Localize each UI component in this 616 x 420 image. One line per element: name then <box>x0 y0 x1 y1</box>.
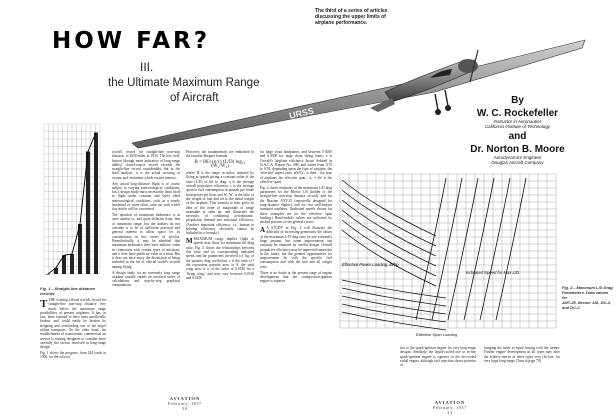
column-3-para-3: MAXIMUM range implies flight at speeds near those for maximum lift-drag ratio. Fig. 2 shows the relationships between this ratio and its corresponding indicated speed, and the parameters involved (cf. fig. of the parasite drag coefficient, c is the ratio of l the equivalent parasite area, to S, the total wing area; it is of the order of 0.0180 for a 'flying wing,' and may vary between 0.0130 and 0.0250 <box>186 237 254 280</box>
figure-2-curve <box>342 190 436 246</box>
column-4-para-2: Fig. 2 shows estimates of the maximum L/D drag parameters for the Bleriot 110 (holder of the straight-line non-stop distance record), and for the Russian ANT-25 (reportedly designed for long-distance flights), and for two well-known transport airplanes. (Indicated speeds shown for these examples are for the 'effective' span loading.) Hand-mobile values are indicated by dashed portions of the general curves. <box>260 185 332 225</box>
column-4-para-3: A STUDY of Fig. 2 will illustrate the difficulty of increasing generously the values of the maximum L/D drag ratio by any extremely large amount, but some improvement can certainly be obtained by careful design. Overall propulsive efficiency may be improved somewhat in the future, but the greatest opportunities for improvement lie with the specific fuel consumption and with the fuel and oil weight ratio. <box>260 226 332 269</box>
figure-2-curve <box>342 180 436 236</box>
figure-2-curve <box>448 178 478 320</box>
column-2 <box>112 150 180 406</box>
figure-1 <box>40 120 102 296</box>
column-2-para-2: Any actual long-distance flight is of course subject to varying meteorological conditions, but a design study must necessarily limit itself to flight under constant and fairly ideal meteorological conditions, such as a steady headwind or, more often, calm air, with which this article will be concerned. <box>112 181 180 212</box>
article-title: HOW FAR? <box>52 28 211 54</box>
column-4-para-1: for large clean landplanes, and between 0.0200 and 0.0300 for large clean flying boats; e is Oswald's 'airplane efficiency factor' defined in N.A.C.A. Report No. 408, and varies from 0.70 to 0.95, depending upon the type of airplane; the 'effective' aspect ratio, e(b/S)... is then... the type of airplane; the effective span... b₁ = eb² is the effective span). <box>260 150 332 185</box>
author2-org: Douglas Aircraft Company <box>491 160 544 165</box>
footer-left <box>155 396 215 411</box>
footer-right-date: February, 1937 <box>433 405 467 410</box>
column-3-para-2: where R is the range in miles, attained by flying at speeds giving a constant value of the ratio (L/D) of lift to drag, η is the average overall propulsive efficiency, c is the average specific fuel consumption in pounds per brake horsepower per hour, and W₁/W₂ is the ratio of the weight of fuel and oil to the initial weight of the airplane. This formula at least gives an idea of the order of magnitude of range attainable in calm air, and illustrates the necessity of combining aerodynamic, propulsion, thermal and structural efficiency. (Another important efficiency, i.e., human or piloting efficiency, obviously cannot be included in a formula.) <box>186 171 254 236</box>
figure-2-curve <box>464 178 494 320</box>
figure-1-caption: Fig. 1—Straight-line distance records <box>40 286 96 296</box>
byline-by: By <box>511 95 524 106</box>
figure-2-label-effective: Effective Power Loading, lb/hp <box>342 262 399 267</box>
footer-right-magazine: AVIATION <box>434 400 466 405</box>
author1-org: California Institute of Technology <box>484 124 551 129</box>
column-3: However, the fundamentals are embodied in the familiar Breguet formula R = 863 (η/c) (L/D) log₁₀ (W₁/W₂) where R is the range in miles, attained by flying at speeds giving a constant value of the ratio (L/D) of lift to drag, η is the average overall propulsive efficiency, c is the average specific fuel consumption in pounds per brake horsepower per hour, and W₁/W₂ is the ratio of the weight of fuel and oil to the initial weight of the airplane. This formula at least gives an idea of the order of magnitude of range attainable in calm air, and illustrates the necessity of combining aerodynamic, propulsion, thermal and structural efficiency. (Another important efficiency, i.e., human or piloting efficiency, obviously cannot be included in a formula.) MMAXIMUM range implies flight at speeds near those for maximum lift-drag ratio. Fig. 2 shows the relationships between this ratio and its corresponding indicated speed, and the parameters involved (cf. fig. of the parasite drag coefficient, c is the ratio of l the equivalent parasite area, to S, the total wing area; it is of the order of 0.0180 for a 'flying wing,' and may vary between 0.0130 and 0.0250 <box>186 150 254 280</box>
column-1: TTHE existing official world's record for straight-line non-stop distance very much below the maximum range possibilities of present airplanes. It has, in fact, been claimed to have been unofficially broken, and could easily be broken by stripping and overloading one of the larger airline transports. On the other hand, the establishment of transoceanic commercial air service is causing designers to consider more carefully the factors involved in long-range design. Fig. 1 shows the progress, from 244 yards in 1906, for the official <box>40 298 106 360</box>
column-2-para-1: world's record for straight-line non-stop distance, to 5658 miles in 1933. The less well-known (though more indicative of long-range ability) closed-course record exceeds the straight-line record considerably, but in the final analysis, it is the actual crossing of oceans and continents which excites interest. <box>112 150 180 180</box>
figure-2-curve <box>342 210 436 266</box>
footer-left-magazine: AVIATION <box>169 396 201 401</box>
footer-left-date: February, 1937 <box>168 401 202 406</box>
series-note-line2: discussing the upper limits of <box>315 14 386 21</box>
author2-role: Aerodynamics Engineer <box>493 155 542 160</box>
column-5-para-1: rior to the spark-ignition engine for very long-range designs. Similarly, the liquid-cooled one or in-line spark-ignition engine is superior to the air-cooled radial engine, although fuel injection shows promise of <box>400 346 476 368</box>
figure-1-bar <box>46 274 50 275</box>
column-6-para-1: bringing the latter to equal footing with the former. Further engine development in all types may alter the relative merits of these types very (In fact, for very large long-range (Turn to page 79) <box>484 346 560 363</box>
author1-name: W. C. Rockefeller <box>476 108 559 119</box>
column-4: for large clean landplanes, and between 0.0200 and 0.0300 for large clean flying boats; e is Oswald's 'airplane efficiency factor' defined in N.A.C.A. Report No. 408, and varies from 0.70 to 0.95, depending upon the type of airplane; the 'effective' aspect ratio, e(b/S)... is then... the type of airplane; the effective span... b₁ = eb² is the effective span). Fig. 2 shows estimates of the maximum L/D drag parameters for the Bleriot 110 (holder of the straight-line non-stop distance record), and for the Russian ANT-25 (reportedly designed for long-distance flights), and for two well-known transport airplanes. (Indicated speeds shown for these examples are for the 'effective' span loading.) Hand-mobile values are indicated by dashed portions of the general curves. A A STUDY of Fig. 2 will illustrate the difficulty of increasing generously the values of the maximum L/D drag ratio by any extremely large amount, but some improvement can certainly be obtained by careful design. Overall propulsive efficiency may be improved somewhat in the future, but the greatest opportunities for improvement lie with the specific fuel consumption and with the fuel and oil weight ratio. There is no doubt at the present stage of engine development that the compression-ignition engine is superior <box>260 150 332 284</box>
figure-1-bar <box>86 152 90 275</box>
footer-right-page: 31 <box>447 410 453 415</box>
figure-2-caption <box>562 285 614 310</box>
figure-2-curve <box>342 220 436 276</box>
figure-2-caption-line2: Parameters. Data values for <box>562 290 609 300</box>
column-2-para-4: A design study for an extremely long range airplane usually entails an involved series of calculations and step-by-step graphical computations. <box>112 270 180 288</box>
series-note-line3: airplane performance. <box>315 20 368 27</box>
column-4-para-4: There is no doubt at the present stage of engine development that the compression-ignition engine is superior <box>260 270 332 284</box>
figure-2-chart <box>336 170 560 340</box>
figure-2-curve <box>432 178 462 320</box>
figure-2-curve <box>416 178 446 320</box>
column-5 <box>400 346 476 402</box>
figure-2-label-indicated: Indicated Speed for Max L/D <box>466 270 520 275</box>
series-note-line1: The third of a series of articles <box>315 8 388 14</box>
breguet-formula: R = 863 (η/c) (L/D) log₁₀ (W₁/W₂) <box>194 159 246 169</box>
figure-2-caption-line1: Fig. 2—Maximum L/D Drag <box>562 285 613 290</box>
figure-2-curve <box>480 178 510 320</box>
byline <box>425 95 610 165</box>
figure-2-curve <box>342 200 436 256</box>
series-part: III. <box>140 60 154 74</box>
footer-left-page: 30 <box>182 406 188 411</box>
column-2-para-3: The question of maximum endurance is at once similar to, and quite different from, that of maximum range, but the authors do not consider it to be of sufficient practical and general interest to allow space for its consideration in this series of articles. Parenthetically, it may be admitted that maximum endurance does have military value in connection with certain types of missions, and it does have publicity value as a stunt. But it does not once enjoy the distinction of being included in the list of official world's records among flying. <box>112 213 180 269</box>
column-3-para-1: However, the fundamentals are embodied in the familiar Breguet formula <box>186 150 254 159</box>
figure-1-bar <box>70 254 74 274</box>
figure-2-caption-line4: and DC-2 <box>562 305 580 310</box>
column-6 <box>484 346 560 402</box>
author2-name: Dr. Norton B. Moore <box>470 144 565 155</box>
figure-2-xlabel: Effective Span Loading <box>416 332 458 337</box>
wing-lettering: URSS <box>288 105 315 121</box>
figure-1-bar <box>94 133 98 274</box>
article-subtitle-line2: of Aircraft <box>170 92 219 104</box>
author1-role: Instructor in Aeronautics <box>493 119 542 124</box>
byline-and: and <box>508 131 527 142</box>
column-1-para-2: Fig. 1 shows the progress, from 244 yards in 1906, for the official <box>40 351 106 360</box>
figure-1-chart <box>40 120 102 280</box>
article-subtitle-line1: the Ultimate Maximum Range <box>108 77 260 89</box>
footer-right <box>420 400 480 415</box>
figure-2-caption-line3: ANT-25, Breuer 118, DC-3, <box>562 300 612 305</box>
figure-1-bar <box>78 224 82 274</box>
column-1-para-1: THE existing official world's record for straight-line non-stop distance very much below the maximum range possibilities of present airplanes. It has, in fact, been claimed to have been unofficially broken, and could easily be broken by stripping and overloading one of the larger airline transports. On the other hand, the establishment of transoceanic commercial air service is causing designers to consider more carefully the factors involved in long-range design. <box>40 298 106 350</box>
